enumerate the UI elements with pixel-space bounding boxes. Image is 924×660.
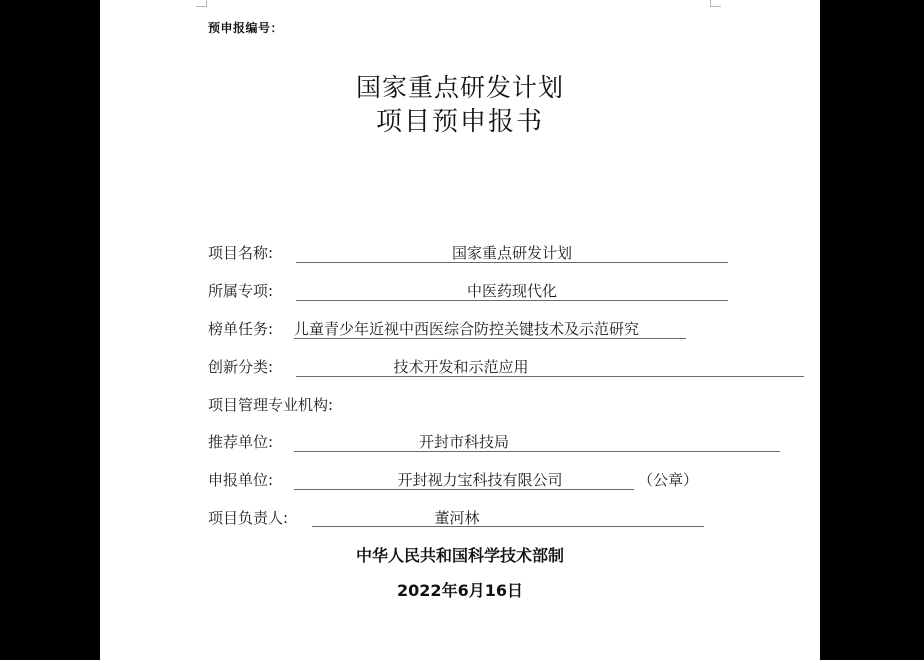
- preapplication-number-label: 预申报编号：: [208, 21, 284, 35]
- special-project-label: 所属专项:: [208, 282, 274, 300]
- management-org-label: 项目管理专业机构:: [208, 396, 334, 414]
- recommending-unit-value: 开封市科技局: [418, 433, 509, 451]
- innovation-type-value: 技术开发和示范应用: [393, 358, 529, 376]
- issue-date: 2022年6月16日: [397, 581, 523, 600]
- project-leader-value: 董河林: [434, 509, 480, 527]
- official-seal-note: （公章）: [638, 471, 699, 489]
- special-project-underline: [296, 300, 728, 301]
- project-leader-underline: [312, 526, 704, 527]
- page-corner-mark: [710, 0, 721, 7]
- recommending-unit-underline: [294, 451, 780, 452]
- title-line-1: 国家重点研发计划: [355, 73, 564, 102]
- special-project-value: 中医药现代化: [466, 282, 557, 300]
- applicant-unit-underline: [294, 489, 634, 490]
- recommending-unit-label: 推荐单位:: [208, 433, 274, 451]
- title-line-2: 项目预申报书: [375, 107, 544, 137]
- task-label: 榜单任务:: [208, 320, 274, 338]
- page-corner-mark: [196, 0, 207, 7]
- task-value: 儿童青少年近视中西医综合防控关键技术及示范研究: [294, 320, 640, 338]
- project-name-label: 项目名称:: [208, 244, 274, 262]
- issuer-line: 中华人民共和国科学技术部制: [355, 546, 564, 565]
- project-name-value: 国家重点研发计划: [451, 244, 572, 262]
- innovation-type-underline: [296, 376, 804, 377]
- project-name-underline: [296, 262, 728, 263]
- task-underline: [294, 338, 686, 339]
- project-leader-label: 项目负责人:: [208, 509, 289, 527]
- applicant-unit-label: 申报单位:: [208, 471, 274, 489]
- innovation-type-label: 创新分类:: [208, 358, 274, 376]
- applicant-unit-value: 开封视力宝科技有限公司: [397, 471, 563, 489]
- document-page: [100, 0, 820, 660]
